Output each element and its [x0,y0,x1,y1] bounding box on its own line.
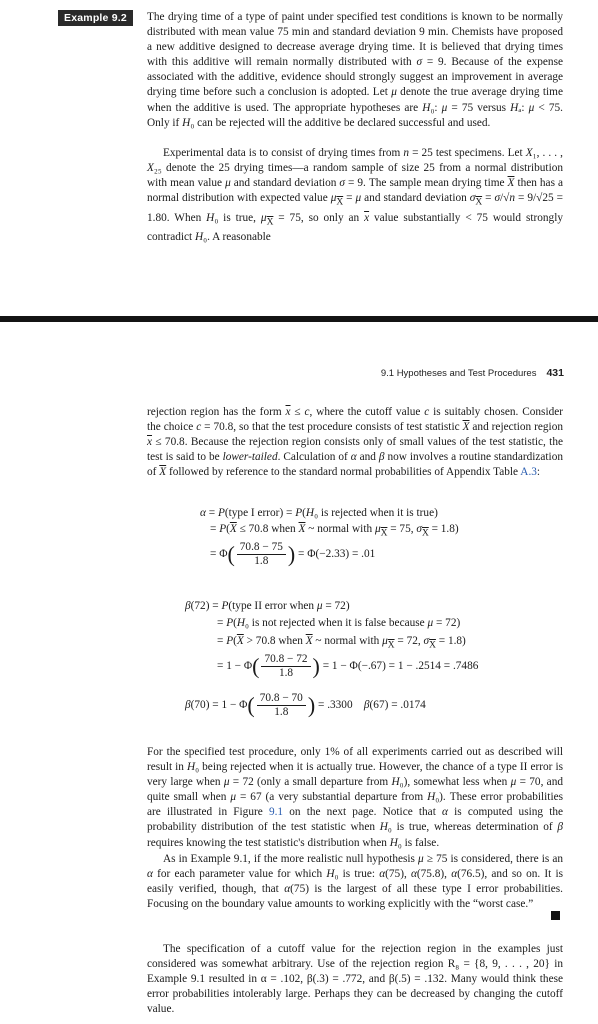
running-head-section: 9.1 Hypotheses and Test Procedures [380,368,537,379]
end-of-example-marker [551,911,560,920]
body-paragraph-error-probabilities: For the specified test procedure, only 1% of all experiments carried out as described will result in H₀ being rejected when it is actually true. However, the chance of a type II error is very large when μ = 72 (only a small departure from H₀), somewhat less when μ = 70, and quite small when μ = 67 (a very substantial departure from H₀). These error probabilities are illustrated in Figure 9.1 on the next page. Notice that α is computed using the probability distribution of the test statistic when H₀ is true, whereas determination of β requires knowing the test statistic's distribution when H₀ is false. [147,746,563,849]
equation-beta-1: β(72) = P(type II error when μ = 72) [185,600,350,612]
running-head [381,367,564,379]
body-paragraph-null-hypothesis: As in Example 9.1, if the more realistic null hypothesis μ ≥ 75 is considered, there is an α for each parameter value for which H₀ is true: α(75), α(75.8), α(76.5), and so on. It is easily verified, though, that α(75) is the largest of all these type I error probabilities. Focusing on the boundary value amounts to working explicitly with the “worst case.” [147,853,564,911]
equation-beta-3: = $P(\overline{X} > 70.8$ when $\overline{X}$ ~ normal with $\mu_{\overline{X}} = 72$, $\sigma_{\overline{X}} = 1.8$) [217,635,466,651]
example-label: Example 9.2 [58,10,133,26]
page-divider [0,316,598,322]
body-paragraph-rejection-region: rejection region has the form $\overline{x} \le c$, where the cutoff value c is suitably chosen. Consider the choice c = 70.8, so that the test procedure consists of test statistic $\overline{X}$ and rejection region $\overline{x} \le 70.8$. Because the rejection region consists only of small values of the test statistic, the test is said to be lower-tailed. Calculation of α and β now involves a routine standardization of $\overline{X}$ followed by reference to the standard normal probabilities of Appendix Table A.3: [147,406,564,479]
equation-beta-2: = P(H₀ is not rejected when it is false because μ = 72) [217,617,461,629]
example-paragraph-1: The drying time of a type of paint under specified test conditions is known to be normally distributed with mean value 75 min and standard deviation 9 min. Chemists have proposed a new additive designed to decrease average drying time. It is believed that drying times with this additive will remain normally distributed with σ = 9. Because of the expense associated with the additive, evidence should strongly suggest an improvement in average drying time before such a conclusion is adopted. Let μ denote the true average drying time when the additive is used. The appropriate hypotheses are H₀: μ = 75 versus Hₐ: μ < 75. Only if H₀ can be rejected will the additive be declared successful and used. [147,11,563,129]
table-reference-link[interactable]: A.3 [520,466,537,479]
equation-alpha-2: = $P(\overline{X} \le 70.8$ when $\overline{X}$ ~ normal with $\mu_{\overline{X}} = 75$, $\sigma_{\overline{X}} = 1.8$) [210,523,459,539]
equation-beta-70-67: β(70) = 1 − Φ( $\frac{70.8 - 70}{1.8}$ ) = .3300 β(67) = .0174 [185,692,426,718]
page-number: 431 [546,367,564,379]
figure-reference-link[interactable]: 9.1 [268,806,284,819]
equation-alpha-1: α = P(type I error) = P(H₀ is rejected when it is true) [200,507,438,519]
body-paragraph-cutoff: The specification of a cutoff value for the rejection region in the examples just considered was somewhat arbitrary. Use of the rejection region R₈ = {8, 9, . . . , 20} in Example 9.1 resulted in α = .102, β(.3) = .772, and β(.5) = .132. Many would think these error probabilities intolerably large. Perhaps they can be decreased by changing the cutoff value. [147,943,563,1016]
previous-page [0,0,598,315]
equation-beta-4: = 1 − Φ( $\frac{70.8 - 72}{1.8}$ ) = 1 − Φ(−.67) = 1 − .2514 = .7486 [217,653,479,679]
equation-alpha-3: = Φ( $\frac{70.8 - 75}{1.8}$ ) = Φ(−2.33) = .01 [210,541,376,567]
example-paragraph-2: Experimental data is to consist of drying times from n = 25 test specimens. Let X₁, . . . , X₂₅ denote the 25 drying times—a random sample of size 25 from a normal distribution with mean value μ and standard deviation σ = 9. The sample mean drying time $\overline{X}$ then has a normal distribution with expected value $\mu_{\overline{X}} = \mu$ and standard deviation $\sigma_{\overline{X}} = \sigma/√n = 9/√25 = 1.80$. When H₀ is true, $\mu_{\overline{X}} = 75$, so only an $\overline{x}$ value substantially < 75 would strongly contradict H₀. A reasonable [147,147,564,243]
